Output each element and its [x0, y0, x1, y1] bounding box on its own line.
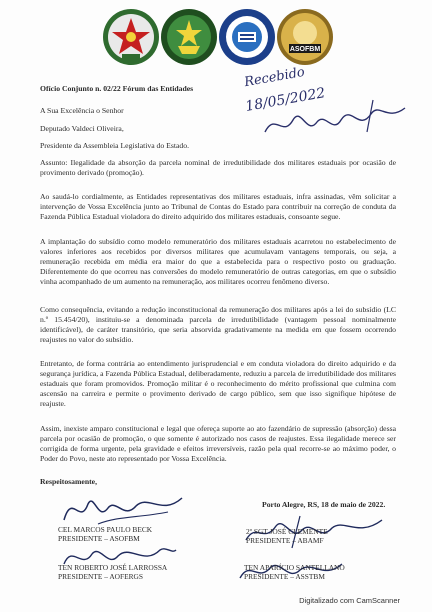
signatory-3-role: PRESIDENTE – ABAMF — [246, 536, 324, 545]
signatory-4-role: PRESIDENTE – ASSTBM — [244, 572, 325, 581]
signatory-1-role: PRESIDENTE – ASOFBM — [58, 534, 140, 543]
paragraph-1: Ao saudá-lo cordialmente, as Entidades representativas dos militares estaduais, infra assinadas, vêm solicitar a intervenção de Vossa Excelência junto ao Tribunal de Contas do Estado para contribuir na correção de conduta da Fazenda Pública Estadual violadora do direito adquirido dos militares estaduais, consoante segue. — [40, 192, 396, 221]
recipient-salutation: A Sua Excelência o Senhor — [40, 106, 124, 115]
document-title: Ofício Conjunto n. 02/22 Fórum das Entidades — [40, 84, 194, 93]
aspra-logo-text: ASOFBM — [289, 46, 321, 53]
received-note-line1: Recebido — [243, 64, 306, 91]
signatory-4-name: TEN APARÍCIO SANTELLANO — [244, 563, 345, 572]
received-note-date: 18/05/2022 — [244, 85, 327, 115]
subject: Assunto: Ilegalidade da absorção da parcela nominal de irredutibilidade dos militares estaduais por ocasião de provimento derivado (promoção). — [40, 158, 396, 177]
receipt-signature — [255, 92, 415, 140]
signatory-1-name: CEL MARCOS PAULO BECK — [58, 525, 153, 534]
logo-strip — [102, 8, 332, 68]
assubm-logo — [218, 8, 276, 66]
asofbm-logo — [102, 8, 160, 66]
paragraph-3: Como consequência, evitando a redução inconstitucional da remuneração dos militares após a lei do subsídio (LC n.º 15.454/20), instituiu-se a denominada parcela de irredutibilidade (vantagem pessoal nominalmente identificável), de caráter transitório, que seria absorvida gradativamente na medida em que fossem ocorrendo reajustes no valor do subsídio. — [40, 305, 396, 344]
place-date: Porto Alegre, RS, 18 de maio de 2022. — [262, 500, 386, 509]
signatory-3-name: 2º SGT JOSÉ CLEMENTE — [246, 527, 328, 536]
closing: Respeitosamente, — [40, 477, 98, 486]
recipient-name: Deputado Valdeci Oliveira, — [40, 124, 124, 133]
abamf-logo — [160, 8, 218, 66]
paragraph-2: A implantação do subsídio como modelo remuneratório dos militares estaduais acarretou no estabelecimento de valores inferiores aos recebidos por diversos militares que acumulavam vantagens temporais, ou seja, a remuneração recebida em média era maior do que a estabelecida para o respectivo posto ou graduação. Diferentemente do que ocorreu nas conversões do modelo remuneratório de outras categorias, em que o subsídio vinha acompanhado de um aumento na remuneração, aos militares ocorreu fenômeno diverso. — [40, 237, 396, 286]
signature-beck — [58, 486, 188, 528]
paragraph-4: Entretanto, de forma contrária ao entendimento jurisprudencial e em conduta violadora do direito adquirido e da segurança jurídica, a Fazenda Pública Estadual, deliberadamente, reduziu a parcela de irredutibilidade dos militares estaduais que foram promovidos. Promoção militar é o reconhecimento do mérito profissional que culmina com ascensão na carreira e permite o provimento derivado de cargo público, sem que isso signifique hipótese de reajuste. — [40, 359, 396, 408]
aspra-logo — [276, 8, 334, 66]
recipient-role: Presidente da Assembleia Legislativa do Estado. — [40, 141, 190, 150]
signatory-2-name: TEN ROBERTO JOSÉ LARROSSA — [58, 563, 168, 572]
signatory-2-role: PRESIDENTE – AOFERGS — [58, 572, 144, 581]
paragraph-5: Assim, inexiste amparo constitucional e legal que ofereça suporte ao ato fazendário de supressão (absorção) dessa parcela por ocasião de promoção, o que somente é autorizado nos casos de reajustes. Essa ilegalidade merece ser corrigida de forma urgente, pela gravidade e efeitos irreversíveis, razão pela qual recorre-se ao máximo poder, o Poder do Povo, neste ato representado por Vossa Excelência. — [40, 424, 396, 463]
scanner-watermark: Digitalizado com CamScanner — [299, 596, 400, 605]
